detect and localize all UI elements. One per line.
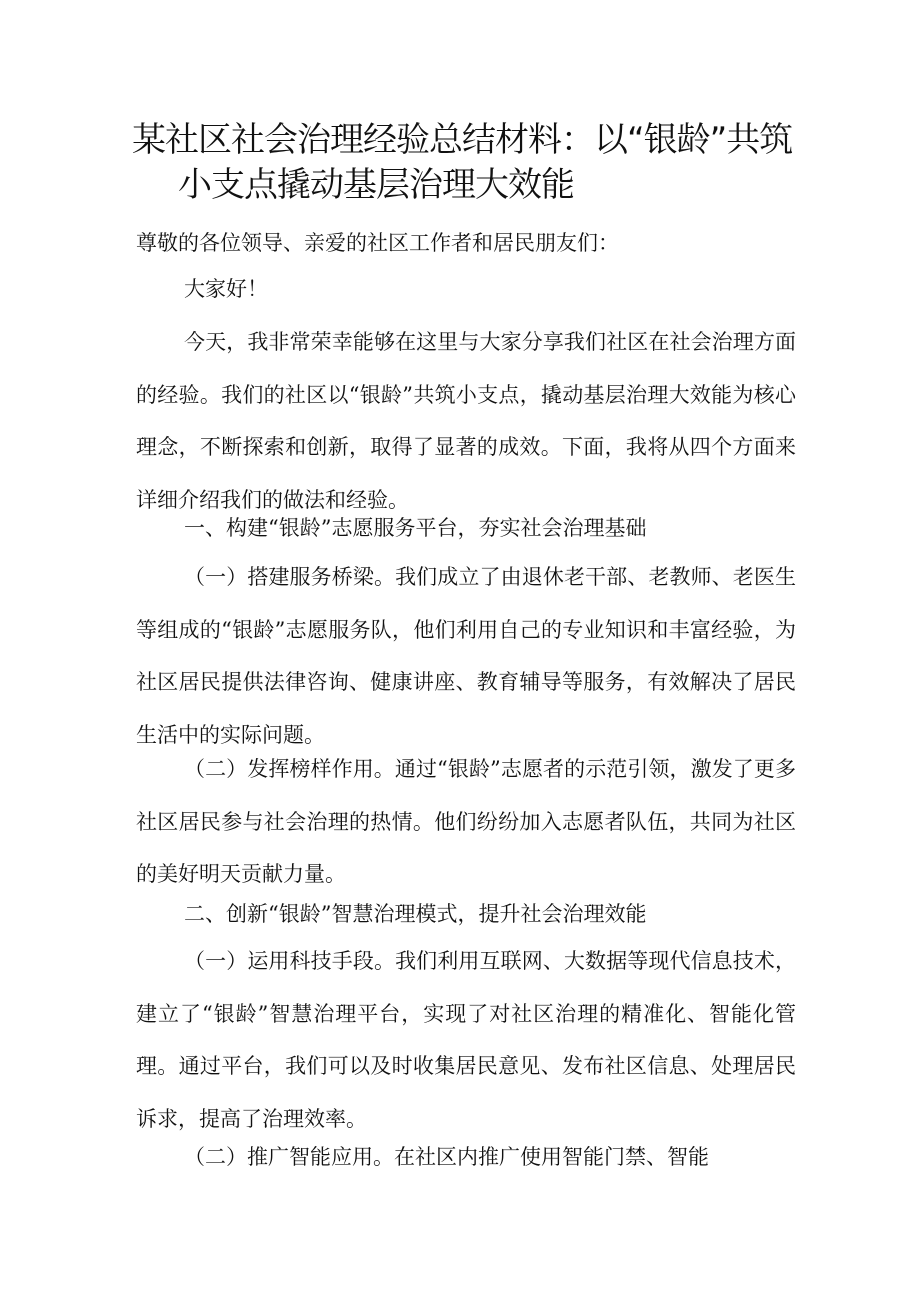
section-heading-1: 一、构建“银龄”志愿服务平台，夯实社会治理基础 <box>184 516 647 540</box>
salutation: 尊敬的各位领导、亲爱的社区工作者和居民朋友们： <box>136 231 619 255</box>
section-heading-2: 二、创新“银龄”智慧治理模式，提升社会治理效能 <box>184 902 647 926</box>
document-title-line-1: 某社区社会治理经验总结材料：以“银龄”共筑 <box>132 120 793 160</box>
section-1-paragraph-2: （二）发挥榜样作用。通过“银龄”志愿者的示范引领，激发了更多社区居民参与社会治理的热情。他们纷纷加入志愿者队伍，共同为社区的美好明天贡献力量。 <box>136 757 796 886</box>
greeting: 大家好！ <box>184 277 268 301</box>
section-2-paragraph-2: （二）推广智能应用。在社区内推广使用智能门禁、智能 <box>184 1145 709 1169</box>
section-1-paragraph-1: （一）搭建服务桥梁。我们成立了由退休老干部、老教师、老医生等组成的“银龄”志愿服务队，他们利用自己的专业知识和丰富经验，为社区居民提供法律咨询、健康讲座、教育辅导等服务，有效解决了居民生活中的实际问题。 <box>136 565 796 747</box>
document-title-line-2: 小支点撬动基层治理大效能 <box>178 165 574 205</box>
section-2-paragraph-1: （一）运用科技手段。我们利用互联网、大数据等现代信息技术，建立了“银龄”智慧治理平台，实现了对社区治理的精准化、智能化管理。通过平台，我们可以及时收集居民意见、发布社区信息、处理居民诉求，提高了治理效率。 <box>136 949 796 1131</box>
intro-paragraph: 今天，我非常荣幸能够在这里与大家分享我们社区在社会治理方面的经验。我们的社区以“银龄”共筑小支点，撬动基层治理大效能为核心理念，不断探索和创新，取得了显著的成效。下面，我将从四个方面来详细介绍我们的做法和经验。 <box>136 330 796 512</box>
